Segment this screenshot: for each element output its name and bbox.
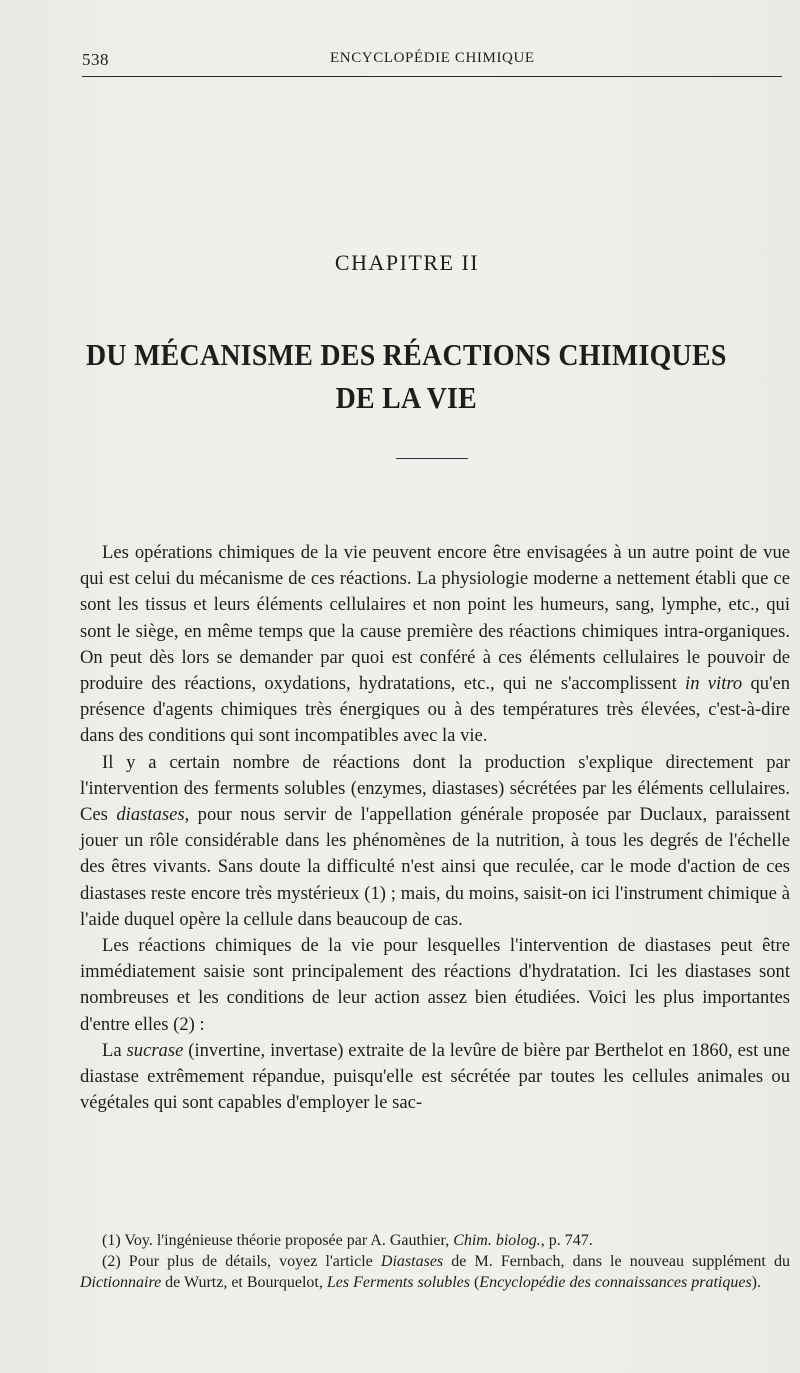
- paragraph-3: [80, 933, 790, 1038]
- paragraph-text: Les réactions chimiques de la vie pour lesquelles l'intervention de diastases peut être immédiatement saisie sont principalement des réactions d'hydratation. Ici les diastases sont nombreuses et les conditions de leur action assez bien étudiées. Voici les plus importantes d'entre elles (2) :: [80, 935, 790, 1035]
- italic-term: sucrase: [126, 1039, 184, 1061]
- chapter-title: [40, 333, 760, 419]
- italic-term: diastases: [116, 804, 185, 826]
- paragraph-text: , pour nous servir de l'appellation générale proposée par Duclaux, paraissent jouer un rôle considérable dans les phénomènes de la nutrition, à tous les degrés de l'échelle des êtres vivants. Sans doute la difficulté n'est ainsi que reculée, car le mode d'action de ces diastases reste encore très mystérieux (1) ; mais, du moins, saisit-on ici l'instrument chimique à l'aide duquel opère la cellule dans beaucoup de cas.: [80, 804, 790, 930]
- chapter-title-line-1: DU MÉCANISME DES RÉACTIONS CHIMIQUES: [85, 337, 727, 372]
- chapter-title-line-2: DE LA VIE: [335, 380, 478, 415]
- body-text: [80, 540, 790, 1116]
- footnote-text: de M. Fernbach, dans le nouveau supplément du: [443, 1253, 791, 1270]
- chapter-label: CHAPITRE II: [334, 250, 480, 275]
- footnote-text: , p. 747.: [540, 1232, 593, 1249]
- paragraph-text: (invertine, invertase) extraite de la levûre de bière par Berthelot en 1860, est une diastase extrêmement répandue, puisqu'elle est sécrétée par toutes les cellules animales ou végétales qui sont capables d'employer le sac-: [80, 1039, 790, 1114]
- italic-term: in vitro: [685, 673, 743, 695]
- footnote-text: (2) Pour plus de détails, voyez l'article: [102, 1253, 381, 1270]
- page-header: [82, 45, 792, 85]
- paragraph-text: Il y a certain nombre de réactions dont la production s'explique directement par l'intervention des ferments solubles (enzymes, diastases) sécrétées par les éléments cellulaires. Ces: [80, 751, 790, 826]
- italic-reference: Encyclopédie des connaissances pratiques: [479, 1274, 752, 1291]
- paragraph-text: Les opérations chimiques de la vie peuvent encore être envisagées à un autre point de vue qui est celui du mécanisme de ces réactions. La physiologie moderne a nettement établi que ce sont les tissus et leurs éléments cellulaires et non point les humeurs, sang, lymphe, etc., qui sont le siège, en même temps que la cause première des réactions chimiques intra-organiques. On peut dès lors se demander par quoi est conféré à ces éléments cellulaires le pouvoir de produire des réactions, oxydations, hydratations, etc., qui ne s'accomplissent: [80, 542, 790, 695]
- italic-reference: Chim. biolog.: [453, 1232, 541, 1249]
- italic-reference: Dictionnaire: [80, 1274, 162, 1291]
- running-title: ENCYCLOPÉDIE CHIMIQUE: [330, 50, 535, 66]
- header-rule: [82, 76, 782, 77]
- paragraph-text: qu'en présence d'agents chimiques très énergiques ou à des températures très élevées, c'est-à-dire dans des conditions qui sont incompatibles avec la vie.: [80, 673, 790, 747]
- footnotes: [80, 1230, 790, 1293]
- title-separator-rule: [396, 458, 468, 459]
- footnote-text: (1) Voy. l'ingénieuse théorie proposée par A. Gauthier,: [102, 1232, 454, 1249]
- page-number: 538: [82, 50, 109, 69]
- paragraph-text: La: [102, 1039, 127, 1061]
- footnote-2: [80, 1251, 790, 1293]
- footnote-text: (: [469, 1274, 480, 1291]
- italic-reference: Les Ferments solubles: [326, 1274, 470, 1291]
- paragraph-4: [80, 1038, 790, 1117]
- footnote-text: ).: [751, 1274, 761, 1291]
- footnote-text: de Wurtz, et Bourquelot,: [161, 1274, 327, 1291]
- paragraph-1: [80, 540, 790, 750]
- paragraph-2: [80, 750, 790, 933]
- italic-reference: Diastases: [380, 1253, 444, 1270]
- footnote-1: [80, 1230, 790, 1251]
